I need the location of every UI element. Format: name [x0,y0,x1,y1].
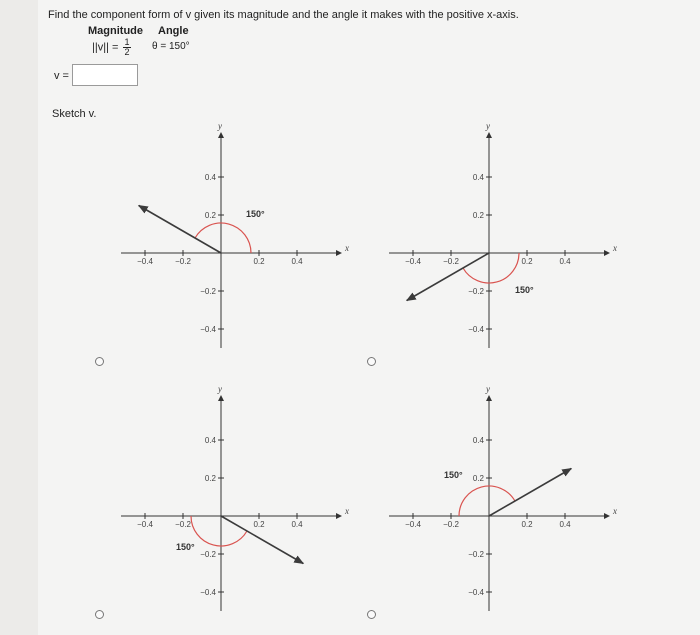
x-tick-label: 0.2 [521,257,533,266]
vector-graph-3 [101,384,349,621]
y-tick-label: −0.2 [200,550,216,559]
y-tick-label: 0.2 [204,474,216,483]
vector-graph-2 [369,121,617,358]
x-tick-label: 0.4 [291,520,303,529]
x-tick-label: 0.4 [291,257,303,266]
y-tick-label: 0.2 [472,474,484,483]
y-tick-label: −0.2 [200,287,216,296]
y-axis-label: y [218,384,222,394]
question-text: Find the component form of v given its magnitude and the angle it makes with the positive x-axis. [48,9,519,21]
x-tick-label: −0.4 [137,257,153,266]
sketch-label: Sketch v. [52,108,97,120]
x-tick-label: −0.2 [443,520,459,529]
magnitude-lhs: ||v|| = [92,41,119,54]
x-axis-label: x [345,243,349,253]
x-tick-label: −0.2 [175,520,191,529]
x-axis-label: x [345,506,349,516]
vector-arrow [489,469,571,517]
magnitude-header: Magnitude [88,25,143,37]
angle-label: 150° [246,209,265,219]
x-tick-label: 0.2 [253,257,265,266]
y-tick-label: −0.2 [468,550,484,559]
answer-input[interactable] [72,64,138,86]
y-tick-label: 0.2 [472,211,484,220]
y-tick-label: −0.2 [468,287,484,296]
y-tick-label: 0.4 [204,436,216,445]
x-tick-label: 0.4 [559,257,571,266]
option-3-radio[interactable] [95,610,104,619]
y-tick-label: −0.4 [468,588,484,597]
x-axis-label: x [613,243,617,253]
vector-graph-4 [369,384,617,621]
x-tick-label: −0.2 [443,257,459,266]
option-1-radio[interactable] [95,357,104,366]
angle-arc [195,223,251,253]
angle-arc [191,516,247,546]
magnitude-fraction [123,38,130,57]
angle-arc [459,486,515,516]
y-tick-label: 0.4 [472,436,484,445]
angle-value: θ = 150° [152,41,190,52]
angle-label: 150° [444,470,463,480]
x-axis-label: x [613,506,617,516]
angle-header: Angle [158,25,189,37]
y-axis-label: y [486,121,490,131]
x-tick-label: −0.4 [405,257,421,266]
y-axis-label: y [218,121,222,131]
x-tick-label: 0.2 [521,520,533,529]
y-tick-label: −0.4 [468,325,484,334]
vector-graph-1 [101,121,349,358]
x-tick-label: 0.4 [559,520,571,529]
y-axis-label: y [486,384,490,394]
angle-arc [463,253,519,283]
x-tick-label: −0.4 [137,520,153,529]
y-tick-label: −0.4 [200,588,216,597]
y-tick-label: 0.4 [204,173,216,182]
fraction-numerator: 1 [124,37,130,47]
y-tick-label: −0.4 [200,325,216,334]
option-4-radio[interactable] [367,610,376,619]
answer-label: v = [54,70,69,82]
x-tick-label: −0.2 [175,257,191,266]
x-tick-label: 0.2 [253,520,265,529]
option-2-radio[interactable] [367,357,376,366]
angle-label: 150° [176,542,195,552]
y-tick-label: 0.2 [204,211,216,220]
angle-label: 150° [515,285,534,295]
magnitude-value [92,38,131,57]
x-tick-label: −0.4 [405,520,421,529]
fraction-denominator: 2 [124,47,130,57]
y-tick-label: 0.4 [472,173,484,182]
